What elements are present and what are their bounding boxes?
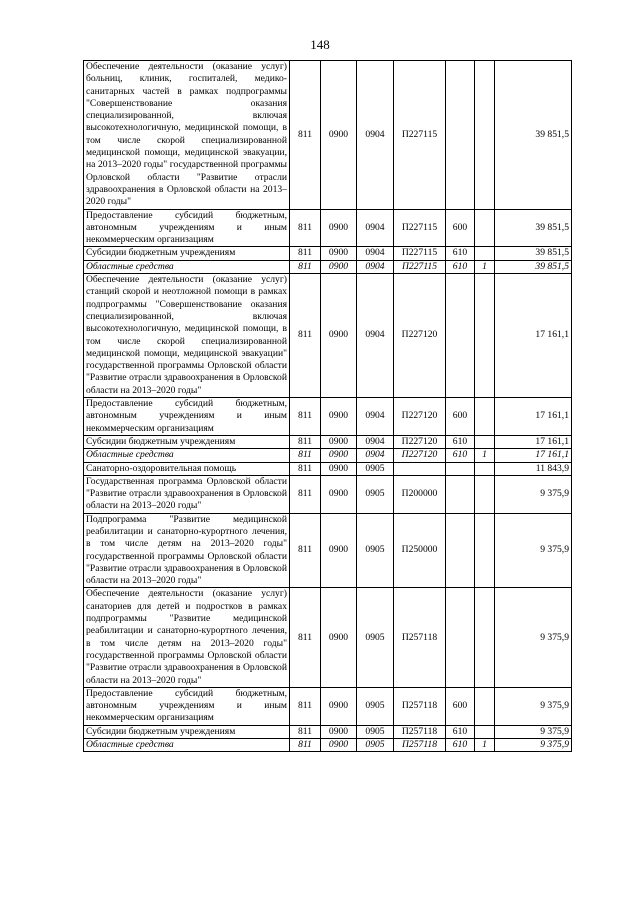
amount: 17 161,1 [495,435,572,448]
target-item-code: П227120 [394,449,446,462]
target-item-code: П257118 [394,687,446,725]
table-row [84,274,572,398]
subsection-code: 0904 [357,61,394,210]
row-description: Субсидии бюджетным учреждениям [84,725,290,738]
funding-source [475,435,495,448]
section-code: 0900 [321,398,357,436]
funding-source [475,398,495,436]
funding-source [475,475,495,513]
amount: 9 375,9 [495,513,572,588]
amount: 17 161,1 [495,274,572,398]
subsection-code: 0904 [357,209,394,247]
target-item-code: П227115 [394,61,446,210]
row-description: Подпрограмма "Развитие медицинской реабилитации и санаторно-курортного лечения, в том числе детям на 2013–2020 годы" государственной программы Орловской области "Развитие отрасли здравоохранения в Орловской области на 2013–2020 годы" [84,513,290,588]
table-row [84,449,572,462]
page-number: 148 [310,37,330,52]
row-description: Областные средства [84,739,290,752]
section-code: 0900 [321,260,357,273]
section-code: 0900 [321,513,357,588]
admin-code: 811 [290,513,321,588]
table-row [84,61,572,210]
expense-type-code [446,61,475,210]
funding-source [475,209,495,247]
table-row [84,687,572,725]
subsection-code: 0905 [357,687,394,725]
funding-source [475,687,495,725]
row-description: Предоставление субсидий бюджетным, автономным учреждениям и иным некоммерческим организациям [84,398,290,436]
admin-code: 811 [290,687,321,725]
section-code: 0900 [321,209,357,247]
section-code: 0900 [321,588,357,687]
subsection-code: 0905 [357,725,394,738]
amount: 39 851,5 [495,260,572,273]
table-row [84,462,572,475]
table-row [84,475,572,513]
target-item-code: П227120 [394,398,446,436]
funding-source [475,513,495,588]
target-item-code: П227115 [394,260,446,273]
admin-code: 811 [290,260,321,273]
row-description: Предоставление субсидий бюджетным, автономным учреждениям и иным некоммерческим организациям [84,209,290,247]
funding-source [475,274,495,398]
table-row [84,739,572,752]
section-code: 0900 [321,274,357,398]
funding-source: 1 [475,260,495,273]
subsection-code: 0904 [357,260,394,273]
table-row [84,435,572,448]
expense-type-code: 610 [446,725,475,738]
subsection-code: 0904 [357,435,394,448]
row-description: Обеспечение деятельности (оказание услуг) санаториев для детей и подростков в рамках подпрограммы "Развитие медицинской реабилитации и санаторно-курортного лечения, в том числе детям на 2013–2020 годы" государственной программы Орловской области "Развитие отрасли здравоохранения в Орловской области на 2013–2020 годы" [84,588,290,687]
section-code: 0900 [321,725,357,738]
section-code: 0900 [321,739,357,752]
table-row [84,260,572,273]
expense-type-code: 610 [446,449,475,462]
subsection-code: 0905 [357,513,394,588]
expense-type-code [446,475,475,513]
expense-type-code [446,462,475,475]
target-item-code: П227115 [394,209,446,247]
row-description: Государственная программа Орловской области "Развитие отрасли здравоохранения в Орловской области на 2013–2020 годы" [84,475,290,513]
target-item-code: П250000 [394,513,446,588]
target-item-code: П227120 [394,435,446,448]
target-item-code: П227120 [394,274,446,398]
funding-source: 1 [475,739,495,752]
funding-source [475,725,495,738]
table-body [84,61,572,752]
admin-code: 811 [290,725,321,738]
admin-code: 811 [290,475,321,513]
expense-type-code: 600 [446,687,475,725]
subsection-code: 0905 [357,588,394,687]
row-description: Предоставление субсидий бюджетным, автономным учреждениям и иным некоммерческим организациям [84,687,290,725]
expense-type-code: 610 [446,247,475,260]
row-description: Обеспечение деятельности (оказание услуг) больниц, клиник, госпиталей, медико-санитарных частей в рамках подпрограммы "Совершенствование оказания специализированной, включая высокотехнологичную, медицинской помощи, в том числе скорой специализированной медицинской помощи, медицинской эвакуации, на 2013–2020 годы" государственной программы Орловской области "Развитие отрасли здравоохранения в Орловской области на 2013–2020 годы" [84,61,290,210]
target-item-code [394,462,446,475]
row-description: Субсидии бюджетным учреждениям [84,247,290,260]
subsection-code: 0904 [357,398,394,436]
expense-type-code: 610 [446,739,475,752]
section-code: 0900 [321,687,357,725]
admin-code: 811 [290,739,321,752]
budget-table [83,60,572,752]
admin-code: 811 [290,209,321,247]
section-code: 0900 [321,475,357,513]
amount: 9 375,9 [495,739,572,752]
amount: 9 375,9 [495,725,572,738]
section-code: 0900 [321,247,357,260]
section-code: 0900 [321,449,357,462]
amount: 39 851,5 [495,61,572,210]
amount: 17 161,1 [495,398,572,436]
admin-code: 811 [290,588,321,687]
admin-code: 811 [290,462,321,475]
target-item-code: П257118 [394,739,446,752]
table-row [84,588,572,687]
subsection-code: 0905 [357,739,394,752]
expense-type-code: 600 [446,209,475,247]
admin-code: 811 [290,274,321,398]
section-code: 0900 [321,435,357,448]
target-item-code: П257118 [394,725,446,738]
section-code: 0900 [321,462,357,475]
admin-code: 811 [290,449,321,462]
expense-type-code: 610 [446,435,475,448]
table-row [84,513,572,588]
subsection-code: 0904 [357,274,394,398]
amount: 39 851,5 [495,247,572,260]
target-item-code: П227115 [394,247,446,260]
target-item-code: П200000 [394,475,446,513]
funding-source [475,462,495,475]
expense-type-code [446,274,475,398]
amount: 17 161,1 [495,449,572,462]
funding-source: 1 [475,449,495,462]
subsection-code: 0904 [357,449,394,462]
section-code: 0900 [321,61,357,210]
row-description: Субсидии бюджетным учреждениям [84,435,290,448]
row-description: Обеспечение деятельности (оказание услуг) станций скорой и неотложной помощи в рамках подпрограммы "Совершенствование оказания специализированной, включая высокотехнологичную, медицинской помощи, в том числе скорой специализированной медицинской помощи, медицинской эвакуации" государственной программы Орловской области "Развитие отрасли здравоохранения в Орловской области на 2013–2020 годы" [84,274,290,398]
admin-code: 811 [290,247,321,260]
expense-type-code: 610 [446,260,475,273]
admin-code: 811 [290,61,321,210]
table-row [84,725,572,738]
row-description: Областные средства [84,449,290,462]
expense-type-code: 600 [446,398,475,436]
target-item-code: П257118 [394,588,446,687]
subsection-code: 0904 [357,247,394,260]
subsection-code: 0905 [357,475,394,513]
funding-source [475,61,495,210]
funding-source [475,247,495,260]
expense-type-code [446,513,475,588]
admin-code: 811 [290,398,321,436]
funding-source [475,588,495,687]
amount: 11 843,9 [495,462,572,475]
admin-code: 811 [290,435,321,448]
amount: 9 375,9 [495,588,572,687]
table-row [84,209,572,247]
amount: 9 375,9 [495,475,572,513]
row-description: Областные средства [84,260,290,273]
amount: 9 375,9 [495,687,572,725]
row-description: Санаторно-оздоровительная помощь [84,462,290,475]
subsection-code: 0905 [357,462,394,475]
expense-type-code [446,588,475,687]
table-row [84,247,572,260]
table-row [84,398,572,436]
amount: 39 851,5 [495,209,572,247]
